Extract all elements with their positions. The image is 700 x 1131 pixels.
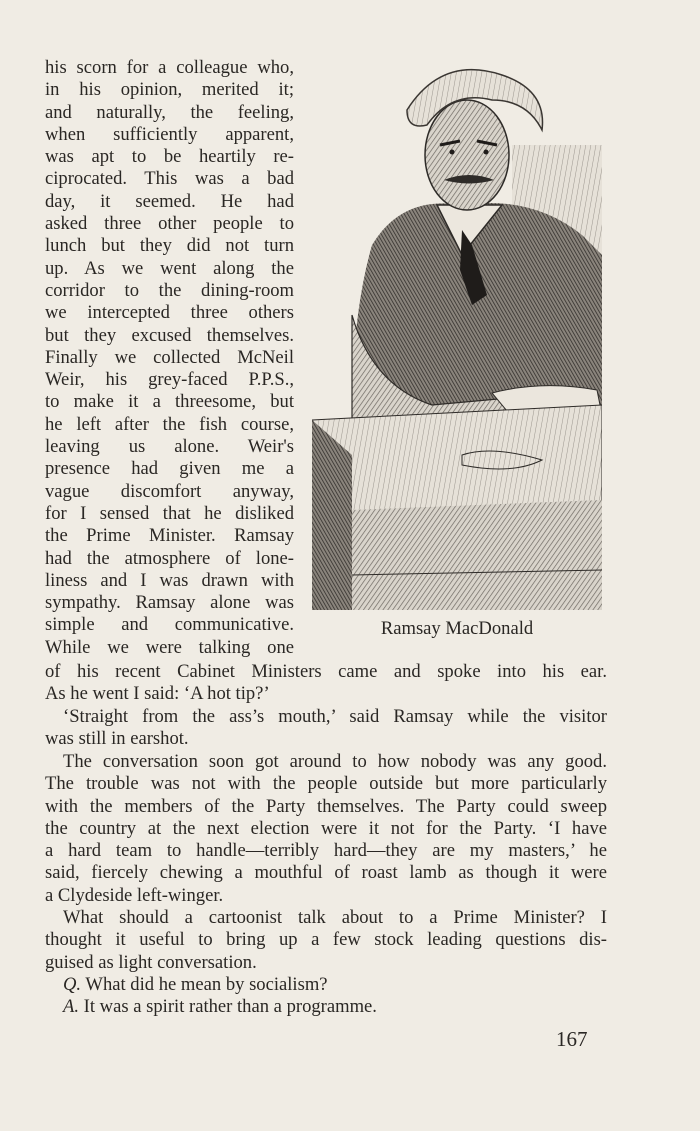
question-line: [45, 974, 607, 996]
question-text: What did he mean by socialism?: [85, 974, 328, 995]
question-marker: Q.: [63, 974, 82, 995]
text-line: he left after the fish course,: [45, 413, 294, 435]
answer-line: [45, 996, 607, 1018]
text-line: leaving us alone. Weir's: [45, 436, 294, 458]
page-number: 167: [556, 1027, 588, 1051]
text-line: with the members of the Party themselves. The Party could sweep: [45, 795, 607, 817]
text-line: liness and I was drawn with: [45, 569, 294, 591]
text-line: Finally we collected McNeil: [45, 346, 294, 368]
text-line: the Prime Minister. Ramsay: [45, 525, 294, 547]
portrait-illustration: [312, 55, 602, 610]
text-line: simple and communicative.: [45, 614, 294, 636]
text-line: the country at the next election were it not for the Party. ‘I have: [45, 817, 607, 839]
narrow-column-text: [45, 57, 294, 659]
text-line: The conversation soon got around to how nobody was any good.: [63, 751, 607, 772]
text-line: his scorn for a colleague who,: [45, 57, 294, 78]
text-line: sympathy. Ramsay alone was: [45, 592, 294, 614]
text-line: but they excused themselves.: [45, 324, 294, 346]
figure-caption: Ramsay MacDonald: [380, 618, 534, 639]
text-line: presence had given me a: [45, 458, 294, 480]
answer-text: It was a spirit rather than a programme.: [83, 996, 377, 1018]
qa-block: [45, 974, 607, 1019]
text-line: a Clydeside left-winger.: [45, 884, 224, 906]
text-line: asked three other people to: [45, 213, 294, 235]
text-line: thought it useful to bring up a few stock leading questions dis-: [45, 929, 607, 951]
text-line: As he went I said: ‘A hot tip?’: [45, 683, 270, 705]
paragraph-2: [45, 706, 607, 751]
text-line: up. As we went along the: [45, 257, 294, 279]
text-line: for I sensed that he disliked: [45, 502, 294, 524]
paragraph-4: [45, 907, 607, 974]
text-line: was still in earshot.: [45, 728, 189, 750]
text-line: guised as light conversation.: [45, 951, 257, 973]
text-line: of his recent Cabinet Ministers came and spoke into his ear.: [45, 661, 607, 682]
text-line: What should a cartoonist talk about to a Prime Minister? I: [63, 907, 607, 928]
text-line: we intercepted three others: [45, 302, 294, 324]
text-line: lunch but they did not turn: [45, 235, 294, 257]
text-line: in his opinion, merited it;: [45, 79, 294, 101]
text-line: While we were talking one: [45, 636, 294, 658]
text-line: said, fiercely chewing a mouthful of roast lamb as though it were: [45, 862, 607, 884]
text-line: The trouble was not with the people outside but more particularly: [45, 773, 607, 795]
text-line: when sufficiently apparent,: [45, 123, 294, 145]
text-line: corridor to the dining-room: [45, 279, 294, 301]
text-line: had the atmosphere of lone-: [45, 547, 294, 569]
text-line: ‘Straight from the ass’s mouth,’ said Ramsay while the visitor: [63, 706, 607, 727]
text-line: to make it a threesome, but: [45, 391, 294, 413]
answer-marker: A.: [63, 996, 80, 1018]
text-line: and naturally, the feeling,: [45, 101, 294, 123]
text-line: day, it seemed. He had: [45, 190, 294, 212]
text-line: a hard team to handle—terribly hard—they are my masters,’ he: [45, 840, 607, 862]
text-line: Weir, his grey-faced P.P.S.,: [45, 369, 294, 391]
text-line: vague discomfort anyway,: [45, 480, 294, 502]
text-line: was apt to be heartily re-: [45, 146, 294, 168]
paragraph-3: [45, 751, 607, 907]
paragraph-1-continuation: [45, 661, 607, 706]
text-line: ciprocated. This was a bad: [45, 168, 294, 190]
